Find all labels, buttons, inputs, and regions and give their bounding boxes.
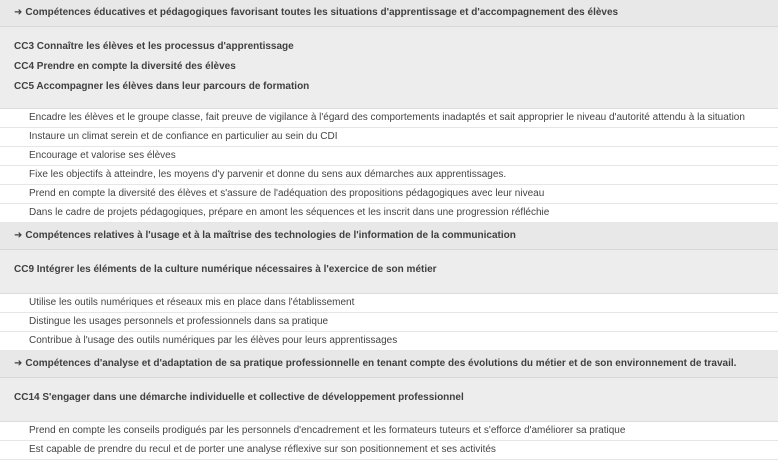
section-title: Compétences d'analyse et d'adaptation de sa pratique professionnelle en tenant compte des évolutions du métier et de son environnement de travail. xyxy=(25,358,737,369)
competence-title: CC14 S'engager dans une démarche individuelle et collective de développement professionnel xyxy=(14,392,464,403)
section-title: Compétences éducatives et pédagogiques favorisant toutes les situations d'apprentissage et d'accompagnement des élèves xyxy=(25,7,619,18)
list-item: Instaure un climat serein et de confiance en particulier au sein du CDI xyxy=(0,128,778,147)
competence-title: CC4 Prendre en compte la diversité des élèves xyxy=(14,61,236,72)
arrow-right-icon: ➜ xyxy=(14,7,23,18)
list-item: Dans le cadre de projets pédagogiques, prépare en amont les séquences et les inscrit dans une progression réfléchie xyxy=(0,204,778,223)
list-item: Prend en compte les conseils prodigués par les personnels d'encadrement et les formateurs tuteurs et s'efforce d'améliorer sa pratique xyxy=(0,422,778,441)
list-item: Distingue les usages personnels et professionnels dans sa pratique xyxy=(0,313,778,332)
list-item: Contribue à l'usage des outils numériques par les élèves pour leurs apprentissages xyxy=(0,332,778,351)
competence-block xyxy=(0,250,778,294)
list-item: Est capable de prendre du recul et de porter une analyse réflexive sur son positionnement et ses activités xyxy=(0,441,778,460)
competence-title: CC3 Connaître les élèves et les processus d'apprentissage xyxy=(14,41,294,52)
section-title: Compétences relatives à l'usage et à la maîtrise des technologies de l'information de la communication xyxy=(25,230,516,241)
list-item: Encadre les élèves et le groupe classe, fait preuve de vigilance à l'égard des comportements inadaptés et sait approprier le niveau d'autorité attendu à la situation xyxy=(0,109,778,128)
section-header xyxy=(0,0,778,27)
competence-block xyxy=(0,378,778,422)
arrow-right-icon: ➜ xyxy=(14,358,23,369)
list-item: Encourage et valorise ses élèves xyxy=(0,147,778,166)
competence-title: CC5 Accompagner les élèves dans leur parcours de formation xyxy=(14,81,310,92)
list-item: Utilise les outils numériques et réseaux mis en place dans l'établissement xyxy=(0,294,778,313)
list-item: Fixe les objectifs à atteindre, les moyens d'y parvenir et donne du sens aux démarches aux apprentissages. xyxy=(0,166,778,185)
section-header xyxy=(0,223,778,250)
competence-block xyxy=(0,27,778,109)
list-item: Prend en compte la diversité des élèves et s'assure de l'adéquation des propositions pédagogiques avec leur niveau xyxy=(0,185,778,204)
section-header xyxy=(0,351,778,378)
arrow-right-icon: ➜ xyxy=(14,230,23,241)
competence-title: CC9 Intégrer les éléments de la culture numérique nécessaires à l'exercice de son métier xyxy=(14,264,437,275)
